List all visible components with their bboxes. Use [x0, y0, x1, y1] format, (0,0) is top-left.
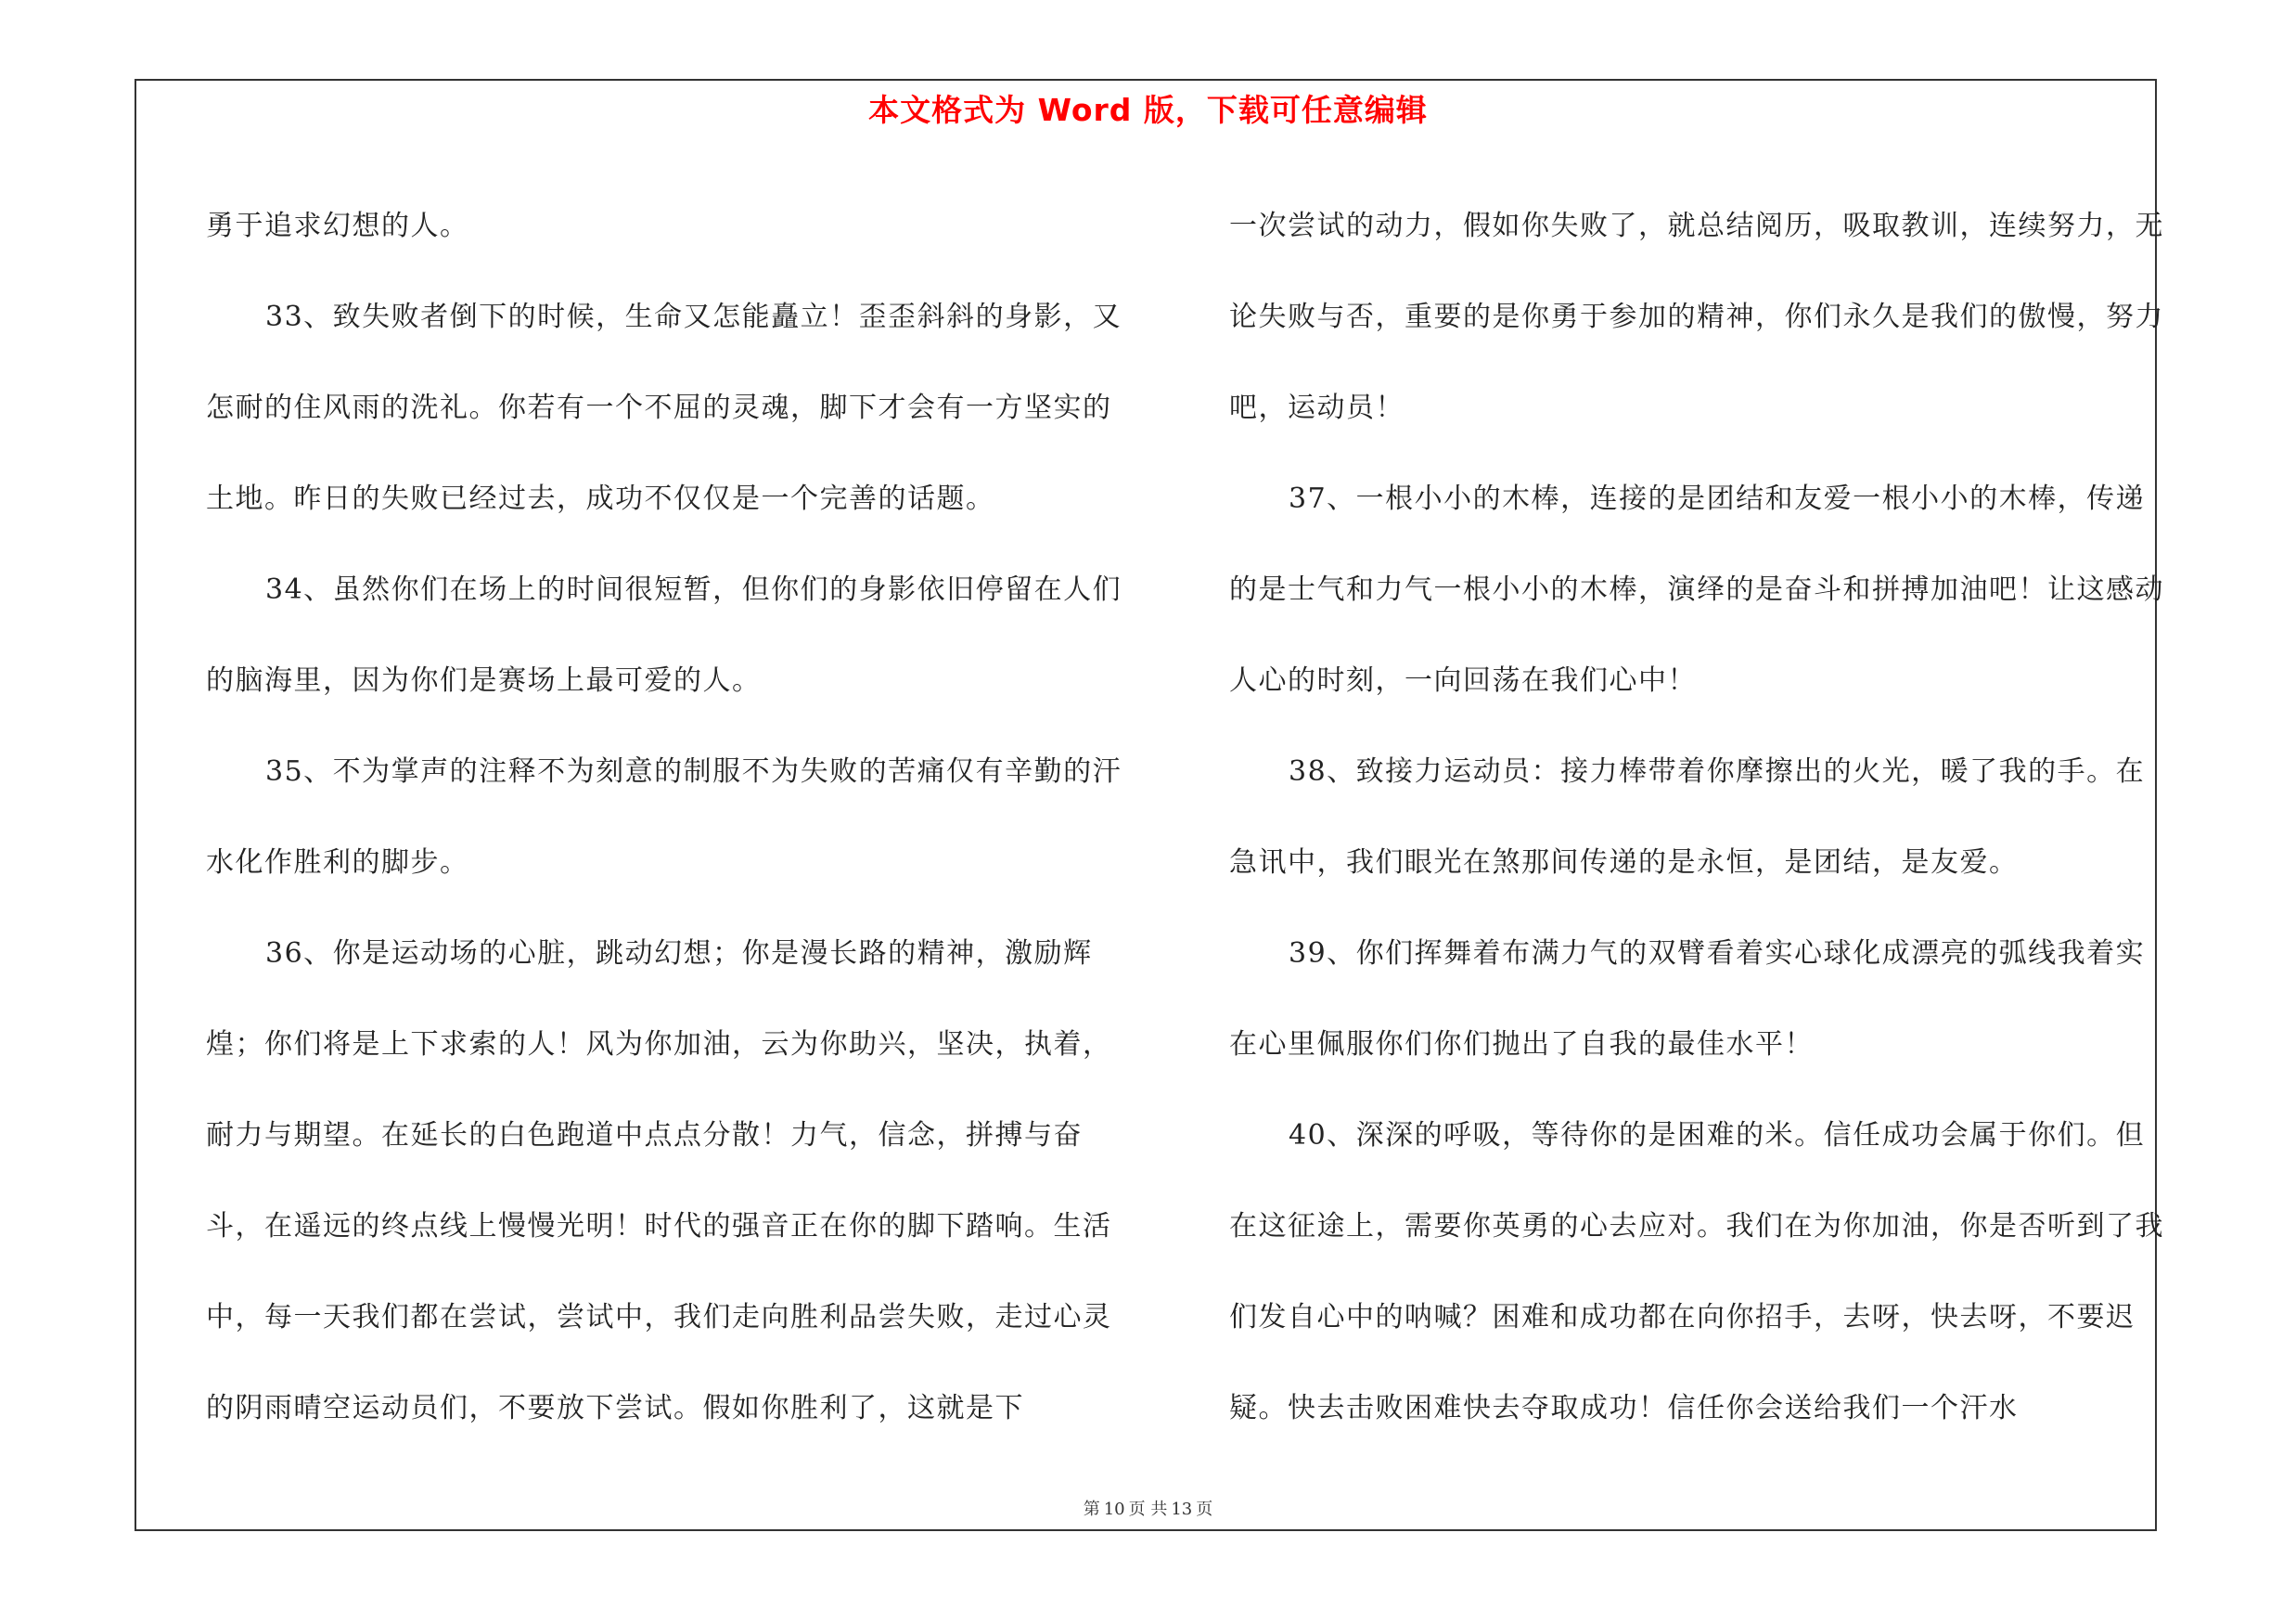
page-footer	[0, 1496, 2296, 1520]
footer-current-page: 10	[1103, 1500, 1125, 1519]
right-text-column	[1229, 181, 2166, 1454]
paragraph-35: 35、不为掌声的注释不为刻意的制服不为失败的苦痛仅有辛勤的汗水化作胜利的脚步。	[206, 755, 1122, 879]
paragraph-continuation: 勇于追求幻想的人。	[206, 210, 469, 242]
paragraph-34: 34、虽然你们在场上的时间很短暂，但你们的身影依旧停留在人们的脑海里，因为你们是赛场上最可爱的人。	[206, 573, 1122, 697]
paragraph-36-continuation: 一次尝试的动力，假如你失败了，就总结阅历，吸取教训，连续努力，无论失败与否，重要的是你勇于参加的精神，你们永久是我们的傲慢，努力吧，运动员！	[1229, 210, 2164, 424]
footer-suffix: 页	[1196, 1500, 1213, 1519]
paragraph-36: 36、你是运动场的心脏，跳动幻想；你是漫长路的精神，激励辉煌；你们将是上下求索的人！风为你加油，云为你助兴，坚决，执着，耐力与期望。在延长的白色跑道中点点分散！力气，信念，拼搏与奋斗，在遥远的终点线上慢慢光明！时代的强音正在你的脚下踏响。生活中，每一天我们都在尝试，尝试中，我们走向胜利品尝失败，走过心灵的阴雨晴空运动员们，不要放下尝试。假如你胜利了，这就是下	[206, 937, 1112, 1424]
left-text-column	[206, 181, 1134, 1454]
paragraph-39: 39、你们挥舞着布满力气的双臂看着实心球化成漂亮的弧线我着实在心里佩服你们你们抛出了自我的最佳水平！	[1229, 937, 2146, 1061]
footer-prefix: 第	[1083, 1500, 1100, 1519]
paragraph-40: 40、深深的呼吸，等待你的是困难的米。信任成功会属于你们。但在这征途上，需要你英勇的心去应对。我们在为你加油，你是否听到了我们发自心中的呐喊？困难和成功都在向你招手，去呀，快去呀，不要迟疑。快去击败困难快去夺取成功！信任你会送给我们一个汗水	[1229, 1119, 2164, 1424]
paragraph-33: 33、致失败者倒下的时候，生命又怎能矗立！歪歪斜斜的身影，又怎耐的住风雨的洗礼。你若有一个不屈的灵魂，脚下才会有一方坚实的土地。昨日的失败已经过去，成功不仅仅是一个完善的话题。	[206, 301, 1122, 515]
footer-total-pages: 13	[1171, 1500, 1193, 1519]
footer-middle: 页 共	[1128, 1500, 1168, 1519]
word-format-banner: 本文格式为 Word 版，下载可任意编辑	[868, 92, 1428, 128]
paragraph-37: 37、一根小小的木棒，连接的是团结和友爱一根小小的木棒，传递的是士气和力气一根小小的木棒，演绎的是奋斗和拼搏加油吧！让这感动人心的时刻，一向回荡在我们心中！	[1229, 483, 2164, 697]
paragraph-38: 38、致接力运动员：接力棒带着你摩擦出的火光，暖了我的手。在急讯中，我们眼光在煞那间传递的是永恒，是团结，是友爱。	[1229, 755, 2146, 879]
